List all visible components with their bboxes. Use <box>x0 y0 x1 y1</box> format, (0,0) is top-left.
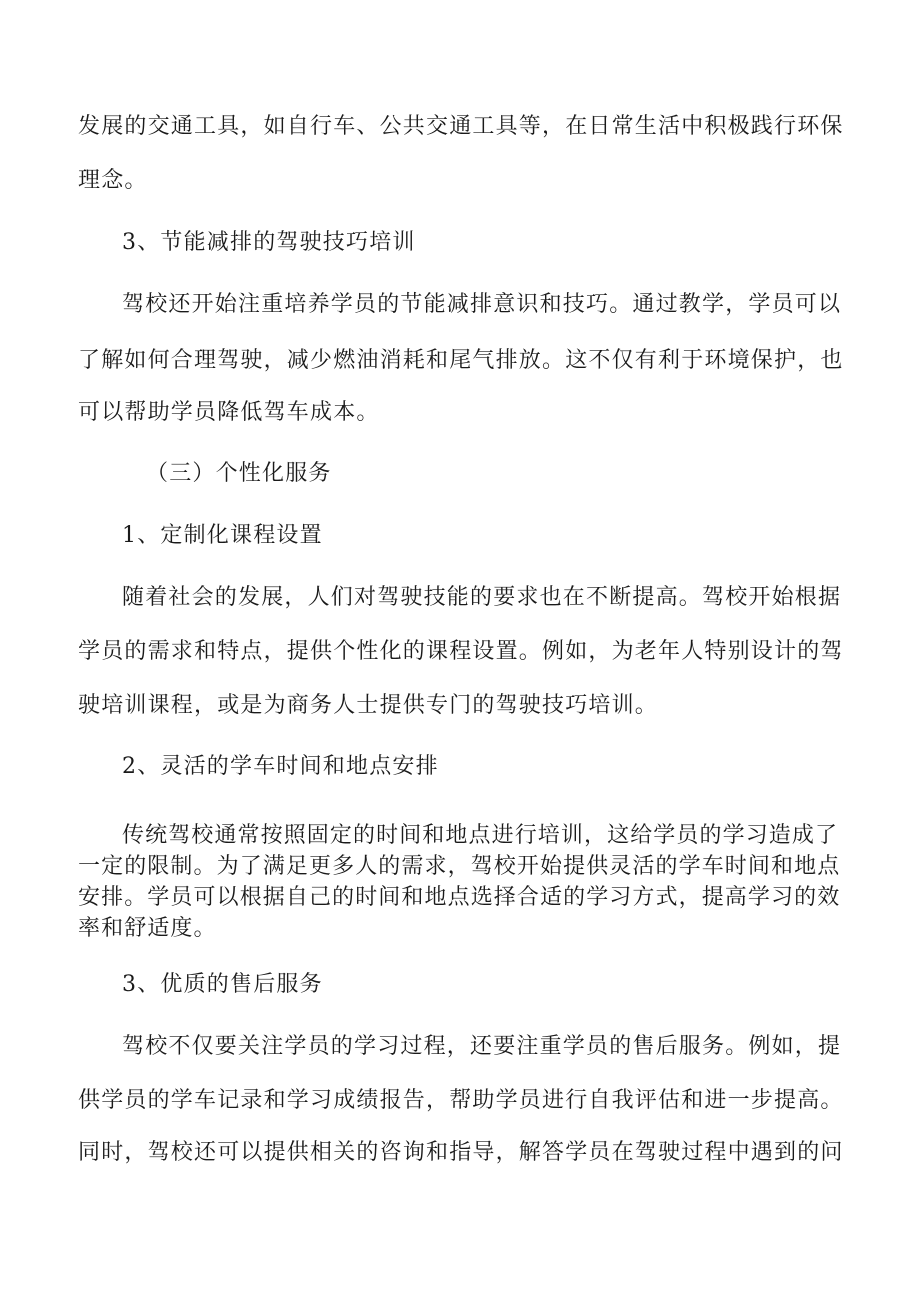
section-heading: 3、优质的售后服务 <box>122 972 323 997</box>
paragraph-line: 驶培训课程，或是为商务人士提供专门的驾驶技巧培训。 <box>78 693 659 718</box>
section-heading: 2、灵活的学车时间和地点安排 <box>122 754 439 779</box>
paragraph-line: 安排。学员可以根据自己的时间和地点选择合适的学习方式，提高学习的效 <box>78 885 841 910</box>
paragraph-line: 可以帮助学员降低驾车成本。 <box>78 400 380 425</box>
paragraph-line: 驾校不仅要关注学员的学习过程，还要注重学员的售后服务。例如，提 <box>122 1034 842 1059</box>
paragraph-line: 率和舒适度。 <box>78 916 217 941</box>
paragraph-line: 供学员的学车记录和学习成绩报告，帮助学员进行自我评估和进一步提高。 <box>78 1088 844 1113</box>
paragraph-line: 了解如何合理驾驶，减少燃油消耗和尾气排放。这不仅有利于环境保护，也 <box>78 348 844 373</box>
paragraph-line: 驾校还开始注重培养学员的节能减排意识和技巧。通过教学，学员可以 <box>122 292 842 317</box>
paragraph-line: 同时，驾校还可以提供相关的咨询和指导，解答学员在驾驶过程中遇到的问 <box>78 1140 844 1165</box>
section-heading: （三）个性化服务 <box>146 461 332 486</box>
paragraph-line: 理念。 <box>78 168 148 193</box>
paragraph-line: 一定的限制。为了满足更多人的需求，驾校开始提供灵活的学车时间和地点 <box>78 854 841 879</box>
section-heading: 1、定制化课程设置 <box>122 523 323 548</box>
paragraph-line: 传统驾校通常按照固定的时间和地点进行培训，这给学员的学习造成了 <box>122 823 839 848</box>
section-heading: 3、节能减排的驾驶技巧培训 <box>122 230 416 255</box>
paragraph-line: 随着社会的发展，人们对驾驶技能的要求也在不断提高。驾校开始根据 <box>122 585 842 610</box>
paragraph-line: 发展的交通工具，如自行车、公共交通工具等，在日常生活中积极践行环保 <box>78 114 844 139</box>
paragraph-line: 学员的需求和特点，提供个性化的课程设置。例如，为老年人特别设计的驾 <box>78 639 844 664</box>
